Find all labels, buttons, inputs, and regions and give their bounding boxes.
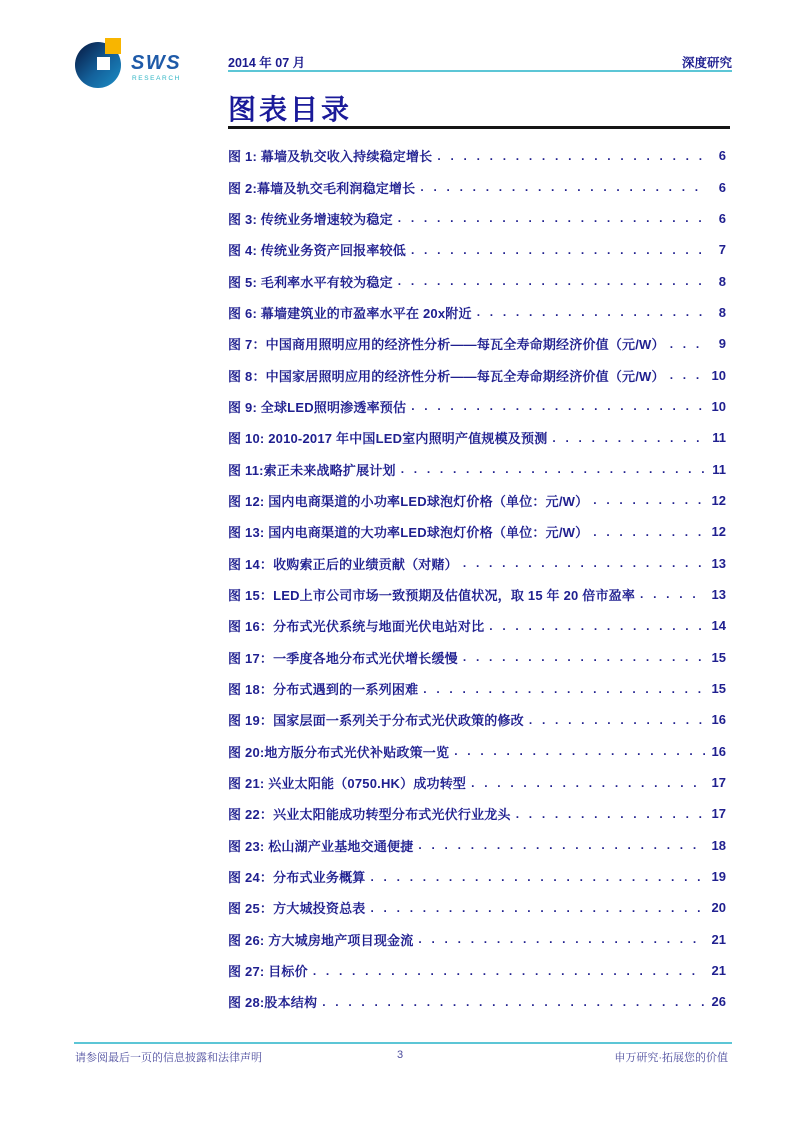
toc-entry-page: 9	[718, 336, 726, 352]
toc-entry-label: 图 28:股本结构	[228, 995, 318, 1011]
toc-entry-label: 图 19：国家层面一系列关于分布式光伏政策的修改	[228, 713, 524, 729]
toc-entry-label: 图 11:索正未来战略扩展计划	[228, 462, 396, 478]
logo-research-text: RESEARCH	[132, 75, 181, 82]
toc-leader-dots	[463, 556, 705, 570]
toc-entry-label: 图 16：分布式光伏系统与地面光伏电站对比	[228, 619, 485, 635]
toc-entry-page: 8	[718, 273, 726, 289]
toc-entry-page: 19	[711, 869, 726, 885]
toc-leader-dots	[411, 243, 705, 257]
toc-entry-page: 15	[711, 681, 726, 697]
toc-leader-dots	[418, 932, 705, 946]
toc-entry[interactable]	[228, 328, 730, 359]
toc-entry[interactable]	[228, 391, 730, 422]
toc-entry[interactable]	[228, 892, 730, 923]
toc-entry-label: 图 6: 幕墙建筑业的市盈率水平在 20x附近	[228, 305, 472, 321]
toc-entry-label: 图 17：一季度各地分布式光伏增长缓慢	[228, 650, 458, 666]
toc-list	[228, 140, 730, 1018]
toc-leader-dots	[423, 682, 705, 696]
toc-leader-dots	[411, 399, 705, 413]
toc-entry-page: 13	[711, 586, 726, 602]
logo-white-square-icon	[97, 57, 110, 70]
toc-entry[interactable]	[228, 453, 730, 484]
toc-leader-dots	[670, 337, 705, 351]
toc-entry[interactable]	[228, 485, 730, 516]
toc-entry-page: 26	[711, 994, 726, 1010]
toc-leader-dots	[471, 776, 705, 790]
toc-leader-dots	[398, 274, 705, 288]
toc-entry-label: 图 10: 2010-2017 年中国LED室内照明产值规模及预测	[228, 431, 548, 447]
toc-leader-dots	[437, 149, 705, 163]
toc-entry[interactable]	[228, 767, 730, 798]
toc-leader-dots	[322, 995, 705, 1009]
toc-entry-label: 图 9: 全球LED照明渗透率预估	[228, 399, 407, 415]
toc-leader-dots	[489, 619, 705, 633]
toc-entry[interactable]	[228, 297, 730, 328]
toc-leader-dots	[640, 587, 705, 601]
toc-leader-dots	[370, 870, 705, 884]
sws-logo	[75, 36, 185, 92]
toc-leader-dots	[593, 525, 705, 539]
toc-leader-dots	[420, 180, 705, 194]
footer-page-number: 3	[396, 1049, 404, 1061]
toc-entry[interactable]	[228, 673, 730, 704]
toc-entry-page: 10	[711, 367, 726, 383]
report-type-label: 深度研究	[681, 56, 732, 70]
toc-leader-dots	[593, 493, 705, 507]
toc-leader-dots	[401, 462, 705, 476]
toc-entry-page: 15	[711, 649, 726, 665]
toc-entry[interactable]	[228, 265, 730, 296]
toc-entry[interactable]	[228, 861, 730, 892]
toc-entry-label: 图 12: 国内电商渠道的小功率LED球泡灯价格（单位：元/W）	[228, 493, 589, 509]
toc-entry-page: 6	[718, 210, 726, 226]
toc-entry-label: 图 3: 传统业务增速较为稳定	[228, 211, 393, 227]
toc-leader-dots	[552, 431, 705, 445]
toc-entry-label: 图 13: 国内电商渠道的大功率LED球泡灯价格（单位：元/W）	[228, 525, 589, 541]
toc-entry[interactable]	[228, 642, 730, 673]
title-divider	[228, 126, 730, 129]
toc-entry[interactable]	[228, 610, 730, 641]
toc-entry[interactable]	[228, 516, 730, 547]
toc-entry-label: 图 1: 幕墙及轨交收入持续稳定增长	[228, 149, 433, 165]
header-meta	[228, 53, 732, 71]
toc-entry-label: 图 5: 毛利率水平有较为稳定	[228, 274, 393, 290]
toc-entry-page: 14	[711, 618, 726, 634]
toc-entry-page: 7	[718, 242, 726, 258]
toc-entry[interactable]	[228, 140, 730, 171]
toc-entry[interactable]	[228, 359, 730, 390]
toc-entry[interactable]	[228, 924, 730, 955]
report-date: 2014 年 07 月	[228, 56, 306, 70]
toc-entry[interactable]	[228, 579, 730, 610]
toc-leader-dots	[477, 305, 705, 319]
toc-entry[interactable]	[228, 203, 730, 234]
toc-entry[interactable]	[228, 234, 730, 265]
toc-entry-page: 18	[711, 837, 726, 853]
toc-entry-page: 10	[711, 398, 726, 414]
toc-entry-label: 图 8：中国家居照明应用的经济性分析——每瓦全寿命期经济价值（元/W）	[228, 368, 665, 384]
toc-entry-label: 图 7：中国商用照明应用的经济性分析——每瓦全寿命期经济价值（元/W）	[228, 337, 665, 353]
toc-leader-dots	[370, 901, 705, 915]
toc-entry-page: 16	[711, 743, 726, 759]
toc-entry[interactable]	[228, 422, 730, 453]
toc-entry-page: 17	[711, 775, 726, 791]
toc-entry[interactable]	[228, 798, 730, 829]
toc-entry-label: 图 21: 兴业太阳能（0750.HK）成功转型	[228, 776, 467, 792]
toc-entry-page: 11	[712, 461, 726, 477]
toc-entry[interactable]	[228, 171, 730, 202]
toc-entry-label: 图 2:幕墙及轨交毛利润稳定增长	[228, 180, 416, 196]
toc-entry-page: 16	[711, 712, 726, 728]
sws-logo-mark-icon	[75, 42, 121, 88]
toc-entry-page: 6	[718, 179, 726, 195]
toc-entry-page: 8	[718, 304, 726, 320]
toc-entry-page: 21	[711, 931, 726, 947]
toc-entry-label: 图 14：收购索正后的业绩贡献（对赌）	[228, 556, 458, 572]
toc-leader-dots	[529, 713, 705, 727]
toc-entry[interactable]	[228, 955, 730, 986]
toc-entry-label: 图 24：分布式业务概算	[228, 870, 366, 886]
toc-entry-label: 图 27: 目标价	[228, 964, 308, 980]
toc-entry-page: 11	[712, 430, 726, 446]
footer-slogan: 申万研究·拓展您的价值	[614, 1052, 728, 1064]
toc-entry-page: 21	[711, 963, 726, 979]
toc-entry-label: 图 23: 松山湖产业基地交通便捷	[228, 838, 414, 854]
footer	[0, 1049, 800, 1065]
toc-entry-page: 13	[711, 555, 726, 571]
toc-entry-page: 17	[711, 806, 726, 822]
page-title: 图表目录	[228, 94, 353, 125]
toc-entry-page: 12	[711, 492, 726, 508]
toc-entry-page: 6	[718, 148, 726, 164]
header-divider	[228, 70, 732, 72]
toc-entry-label: 图 22：兴业太阳能成功转型分布式光伏行业龙头	[228, 807, 511, 823]
toc-leader-dots	[463, 650, 705, 664]
toc-entry-label: 图 25：方大城投资总表	[228, 901, 366, 917]
toc-entry-label: 图 18：分布式遇到的一系列困难	[228, 682, 419, 698]
toc-entry-label: 图 26: 方大城房地产项目现金流	[228, 932, 414, 948]
toc-entry-label: 图 20:地方版分布式光伏补贴政策一览	[228, 744, 450, 760]
toc-leader-dots	[398, 211, 705, 225]
footer-disclaimer: 请参阅最后一页的信息披露和法律声明	[75, 1052, 262, 1064]
footer-divider	[74, 1042, 732, 1044]
logo-sws-text: SWS	[131, 52, 182, 74]
toc-entry-page: 12	[711, 524, 726, 540]
toc-entry[interactable]	[228, 986, 730, 1017]
toc-entry-label: 图 15：LED上市公司市场一致预期及估值状况，取 15 年 20 倍市盈率	[228, 587, 636, 603]
logo-yellow-square-icon	[105, 38, 121, 54]
toc-entry[interactable]	[228, 830, 730, 861]
toc-leader-dots	[454, 744, 705, 758]
toc-leader-dots	[670, 368, 705, 382]
toc-entry[interactable]	[228, 547, 730, 578]
toc-leader-dots	[516, 807, 705, 821]
toc-entry[interactable]	[228, 736, 730, 767]
toc-leader-dots	[418, 838, 705, 852]
toc-entry-label: 图 4: 传统业务资产回报率较低	[228, 243, 406, 259]
toc-leader-dots	[313, 964, 705, 978]
toc-entry[interactable]	[228, 704, 730, 735]
toc-entry-page: 20	[711, 900, 726, 916]
